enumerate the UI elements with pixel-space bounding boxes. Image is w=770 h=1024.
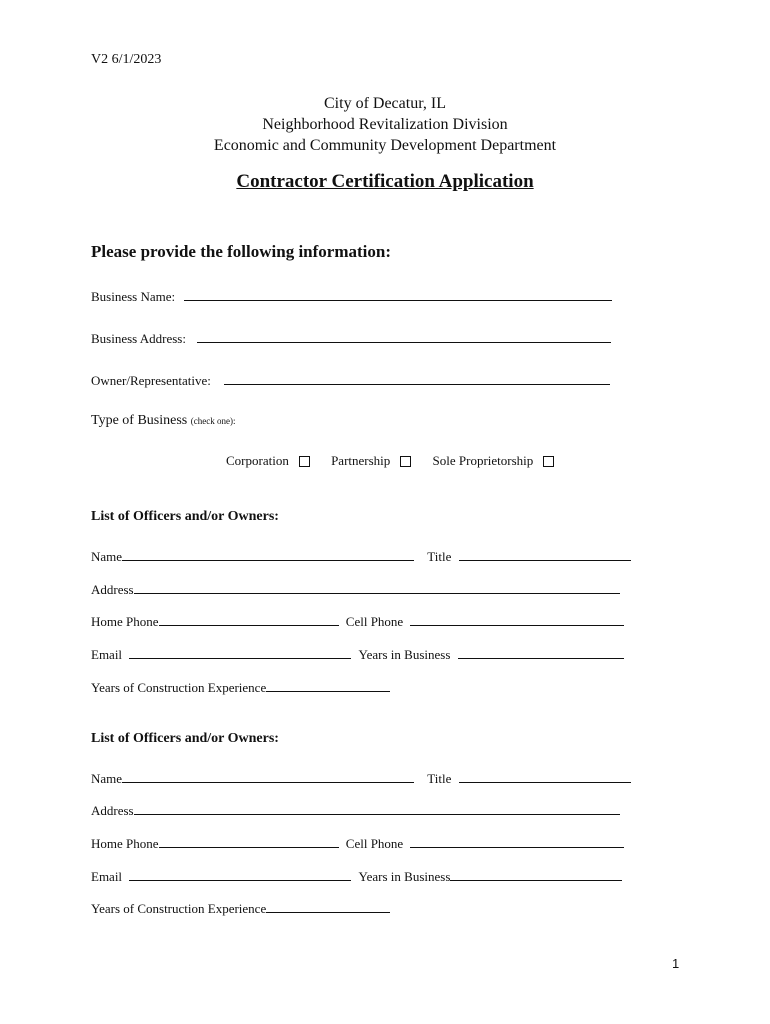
officer-2-title-field[interactable]: [459, 770, 631, 783]
officers-heading-1: List of Officers and/or Owners:: [91, 509, 279, 524]
officer-2-email-field[interactable]: [129, 868, 351, 881]
business-type-options: [226, 453, 572, 469]
header-department: Economic and Community Development Department: [213, 137, 557, 154]
officer-1-title-field[interactable]: [459, 548, 631, 561]
officer-2-cell-phone-label: Cell Phone: [345, 836, 404, 851]
officer-1-name-label: Name: [91, 549, 123, 564]
officer-2-email-label: Email: [91, 869, 123, 884]
business-type-hint: (check one):: [190, 416, 236, 426]
officer-2-cell-phone-field[interactable]: [410, 835, 624, 848]
officer-1-years-business-label: Years in Business: [358, 647, 451, 662]
option-corporation[interactable]: [226, 453, 310, 469]
officer-2-name-field[interactable]: [122, 770, 414, 783]
business-name-field[interactable]: [184, 288, 612, 301]
officer-1-years-business-field[interactable]: [458, 646, 624, 659]
owner-rep-row: [91, 372, 610, 389]
officer-1-home-phone-label: Home Phone: [91, 614, 159, 629]
business-name-label: Business Name:: [91, 289, 176, 304]
officer-1-cell-phone-field[interactable]: [410, 613, 624, 626]
owner-rep-field[interactable]: [224, 372, 610, 385]
option-corporation-label: Corporation: [226, 453, 289, 468]
business-address-row: [91, 330, 611, 347]
officer-1-address-field[interactable]: [134, 581, 620, 594]
officer-1-name-field[interactable]: [122, 548, 414, 561]
officer-2-experience-label: Years of Construction Experience: [91, 901, 267, 916]
business-address-label: Business Address:: [91, 331, 186, 346]
officer-1-experience-field[interactable]: [266, 679, 390, 692]
officer-1-experience-row: [91, 679, 390, 696]
officer-2-name-label: Name: [91, 771, 123, 786]
version-label: V2 6/1/2023: [91, 52, 162, 67]
officer-2-experience-field[interactable]: [266, 900, 390, 913]
officer-2-address-row: [91, 802, 620, 819]
officer-2-years-business-field[interactable]: [450, 868, 622, 881]
officer-2-experience-row: [91, 900, 390, 917]
sole-proprietorship-checkbox[interactable]: [543, 456, 554, 467]
officer-1-email-row: [91, 646, 624, 663]
business-type-row: [91, 413, 235, 429]
officer-1-address-row: [91, 581, 620, 598]
officers-heading-2: List of Officers and/or Owners:: [91, 731, 279, 746]
business-address-field[interactable]: [197, 330, 611, 343]
officer-2-email-row: [91, 868, 622, 885]
option-partnership[interactable]: [331, 453, 411, 469]
header-city: City of Decatur, IL: [324, 95, 446, 112]
officer-1-address-label: Address: [91, 582, 134, 597]
officer-1-phone-row: [91, 613, 624, 630]
officer-1-email-label: Email: [91, 647, 123, 662]
officer-1-home-phone-field[interactable]: [159, 613, 339, 626]
officer-1-email-field[interactable]: [129, 646, 351, 659]
option-sole-proprietorship-label: Sole Proprietorship: [432, 453, 534, 468]
officer-2-name-row: [91, 770, 631, 787]
corporation-checkbox[interactable]: [299, 456, 310, 467]
option-sole-proprietorship[interactable]: [433, 453, 555, 469]
officer-2-phone-row: [91, 835, 624, 852]
officer-2-address-label: Address: [91, 803, 134, 818]
officer-1-title-label: Title: [427, 549, 452, 564]
officer-2-home-phone-field[interactable]: [159, 835, 339, 848]
business-name-row: [91, 288, 612, 305]
partnership-checkbox[interactable]: [400, 456, 411, 467]
officer-2-title-label: Title: [427, 771, 452, 786]
header-division: Neighborhood Revitalization Division: [262, 116, 508, 133]
officer-1-experience-label: Years of Construction Experience: [91, 680, 267, 695]
officer-2-address-field[interactable]: [134, 802, 620, 815]
form-title: Contractor Certification Application: [236, 171, 534, 192]
option-partnership-label: Partnership: [331, 453, 391, 468]
officer-2-home-phone-label: Home Phone: [91, 836, 159, 851]
info-heading: Please provide the following information:: [91, 242, 391, 261]
officer-1-name-row: [91, 548, 631, 565]
page-number: 1: [672, 956, 680, 971]
business-type-label: Type of Business: [91, 413, 188, 428]
officer-1-cell-phone-label: Cell Phone: [345, 614, 404, 629]
officer-2-years-business-label: Years in Business: [358, 869, 451, 884]
owner-rep-label: Owner/Representative:: [91, 373, 211, 388]
